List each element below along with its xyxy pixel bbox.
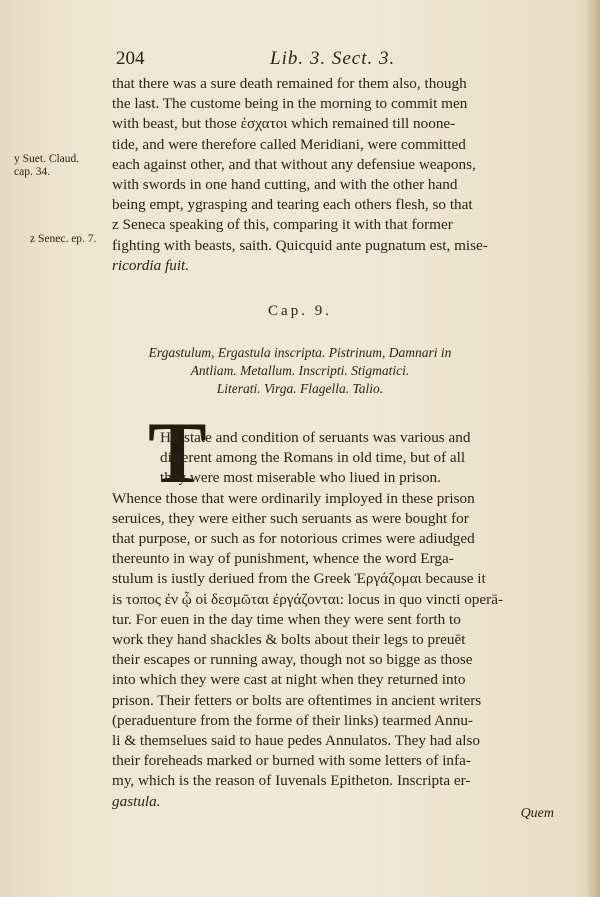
text-line: Whence those that were ordinarily imployed in these prison <box>112 489 475 507</box>
text-line: into which they were cast at night when they returned into <box>112 671 466 689</box>
subject-line: Antliam. Metallum. Inscripti. Stigmatici. <box>190 363 410 378</box>
text-line: HE state and condition of seruants was various and <box>160 429 471 446</box>
page-edge-shadow <box>586 0 600 897</box>
page-header <box>0 48 600 72</box>
text-line: with beast, but those ἐσχατοι which remained till noone- <box>112 115 456 133</box>
text-line: their foreheads marked or burned with some letters of infa- <box>112 752 471 770</box>
text-line: li & themselues said to haue pedes Annulatos. They had also <box>112 732 480 750</box>
text-line: the last. The custome being in the morning to commit men <box>112 95 468 113</box>
text-line: (peraduenture from the forme of their links) tearmed Annu- <box>112 711 473 729</box>
text-line: is τοπος ἐν ᾧ οἱ δεσμῶται ἐργάζονται: locus in quo vincti operā- <box>112 590 503 608</box>
text-line: stulum is iustly deriued from the Greek Ἐργάζομαι because it <box>112 570 486 588</box>
text-line: tur. For euen in the day time when they were sent forth to <box>112 610 461 628</box>
text-line: seruices, they were either such seruants as were bought for <box>112 509 469 527</box>
subject-line: Ergastulum, Ergastula inscripta. Pistrinum, Damnari in <box>148 345 452 360</box>
text-line: they were most miserable who liued in prison. <box>160 469 441 487</box>
text-line: prison. Their fetters or bolts are oftentimes in ancient writers <box>112 691 482 709</box>
margin-note-line: cap. 34. <box>14 166 51 178</box>
text-line: with swords in one hand cutting, and with the other hand <box>112 176 458 194</box>
text-line: each against other, and that without any defensiue weapons, <box>112 155 476 173</box>
text-line: being empt, ygrasping and tearing each others flesh, so that <box>112 196 473 214</box>
text-line: their escapes or running away, though not so bigge as those <box>112 651 473 669</box>
text-line: that purpose, or such as for notorious crimes were adiudged <box>112 530 475 548</box>
running-head: Lib. 3. Sect. 3. <box>270 48 396 69</box>
text-line: fighting with beasts, saith. Quicquid ante pugnatum est, mise- <box>112 236 488 254</box>
margin-note-seneca: z Senec. ep. 7. <box>30 233 97 245</box>
text-line: ricordia fuit. <box>112 256 190 274</box>
text-line: z Seneca speaking of this, comparing it with that former <box>112 216 453 234</box>
catchword: Quem <box>520 806 554 821</box>
text-line: gastula. <box>112 792 161 810</box>
drop-cap: T <box>148 405 207 502</box>
text-line: work they hand shackles & bolts about their legs to preuēt <box>112 631 466 649</box>
text-line: my, which is the reason of Iuvenals Epitheton. Inscripta er- <box>112 772 471 790</box>
passage-continued <box>112 74 567 276</box>
text-line: different among the Romans in old time, but of all <box>160 449 466 467</box>
text-line: that there was a sure death remained for them also, though <box>112 75 467 92</box>
chapter-body <box>112 428 567 812</box>
chapter-heading: Cap. 9. <box>268 303 332 319</box>
page-number: 204 <box>116 48 145 69</box>
text-line: thereunto in way of punishment, whence the word Erga- <box>112 550 454 568</box>
margin-note-suetonius <box>14 153 79 179</box>
margin-note-line: y Suet. Claud. <box>14 153 80 165</box>
subject-line: Literati. Virga. Flagella. Talio. <box>216 381 384 396</box>
text-line: tide, and were therefore called Meridiani, were committed <box>112 135 466 153</box>
chapter-subjects <box>0 344 600 398</box>
